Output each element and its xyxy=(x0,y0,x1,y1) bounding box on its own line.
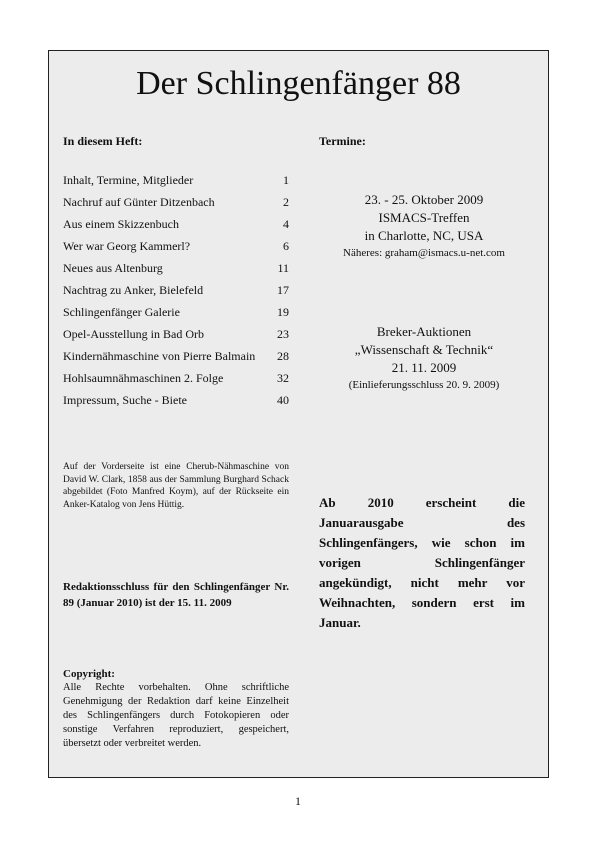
event-place: in Charlotte, NC, USA xyxy=(364,228,484,243)
event-name: Breker-Auktionen xyxy=(376,324,472,339)
toc-item-label: Impressum, Suche - Biete xyxy=(63,393,187,407)
toc-item-label: Kindernähmaschine von Pierre Balmain xyxy=(63,349,256,363)
toc-item-page: 32 xyxy=(277,371,289,385)
toc-item-page: 40 xyxy=(277,393,289,407)
copyright-heading: Copyright: xyxy=(63,668,115,680)
publication-notice: Ab 2010 erscheint die Januarausgabe des Schlingenfängers, wie schon im vorigen Schlingenfänger angekündigt, nicht mehr vor Weihnachten, sondern erst im Januar. xyxy=(319,495,525,630)
event-date: 21. 11. 2009 xyxy=(391,360,457,375)
event-note: (Einlieferungsschluss 20. 9. 2009) xyxy=(348,379,500,391)
event-contact[interactable]: Näheres: graham@ismacs.u-net.com xyxy=(343,247,505,259)
contents-heading: In diesem Heft: xyxy=(63,134,143,148)
toc-item[interactable] xyxy=(63,371,289,393)
event-name: ISMACS-Treffen xyxy=(378,210,470,225)
event-date: 23. - 25. Oktober 2009 xyxy=(364,192,484,207)
toc-item[interactable] xyxy=(63,393,289,415)
toc-item-page: 17 xyxy=(277,283,289,297)
toc-item-label: Aus einem Skizzenbuch xyxy=(63,217,179,231)
dates-heading: Termine: xyxy=(319,134,366,148)
toc-item-page: 19 xyxy=(277,305,289,319)
page-title: Der Schlingenfänger 88 xyxy=(136,65,461,102)
cover-frame xyxy=(48,50,549,778)
event-ismacs xyxy=(311,191,537,262)
toc-item-label: Nachruf auf Günter Ditzenbach xyxy=(63,195,215,209)
toc-item-label: Neues aus Altenburg xyxy=(63,261,163,275)
cover-caption: Auf der Vorderseite ist eine Cherub-Nähmaschine von David W. Clark, 1858 aus der Sammlung Burghard Schack abgebildet (Foto Manfred Koym), auf der Rückseite ein Anker-Katalog von Jens Hüttig. xyxy=(63,462,289,510)
toc-item-page: 2 xyxy=(283,195,289,209)
toc-item-label: Hohlsaumnähmaschinen 2. Folge xyxy=(63,371,224,385)
editorial-deadline: Redaktionsschluss für den Schlingenfänger Nr. 89 (Januar 2010) ist der 15. 11. 2009 xyxy=(63,581,289,609)
toc-item[interactable] xyxy=(63,349,289,371)
event-breker xyxy=(311,323,537,394)
copyright-block xyxy=(63,667,289,751)
toc-item[interactable] xyxy=(63,195,289,217)
toc-item-page: 6 xyxy=(283,239,289,253)
toc-item[interactable] xyxy=(63,173,289,195)
page-number: 1 xyxy=(295,794,301,808)
toc-item[interactable] xyxy=(63,305,289,327)
toc-item-label: Opel-Ausstellung in Bad Orb xyxy=(63,327,204,341)
toc-item-page: 1 xyxy=(283,173,289,187)
copyright-text: Alle Rechte vorbehalten. Ohne schriftliche Genehmigung der Redaktion darf keine Einzelheit des Schlingenfängers durch Fotokopieren oder sonstige Verfahren reproduziert, gespeichert, übersetzt oder verbreitet werden. xyxy=(63,682,289,749)
event-subtitle: „Wissenschaft & Technik“ xyxy=(354,342,494,357)
toc-item-page: 23 xyxy=(277,327,289,341)
toc-item[interactable] xyxy=(63,261,289,283)
toc-item-page: 4 xyxy=(283,217,289,231)
toc-item[interactable] xyxy=(63,283,289,305)
toc-item[interactable] xyxy=(63,327,289,349)
toc-item-label: Schlingenfänger Galerie xyxy=(63,305,180,319)
toc-item[interactable] xyxy=(63,217,289,239)
toc-item-label: Inhalt, Termine, Mitglieder xyxy=(63,173,194,187)
toc-item-label: Nachtrag zu Anker, Bielefeld xyxy=(63,283,204,297)
toc-item-page: 28 xyxy=(277,349,289,363)
toc-item-page: 11 xyxy=(277,261,289,275)
table-of-contents xyxy=(63,173,289,415)
toc-item-label: Wer war Georg Kammerl? xyxy=(63,239,191,253)
toc-item[interactable] xyxy=(63,239,289,261)
